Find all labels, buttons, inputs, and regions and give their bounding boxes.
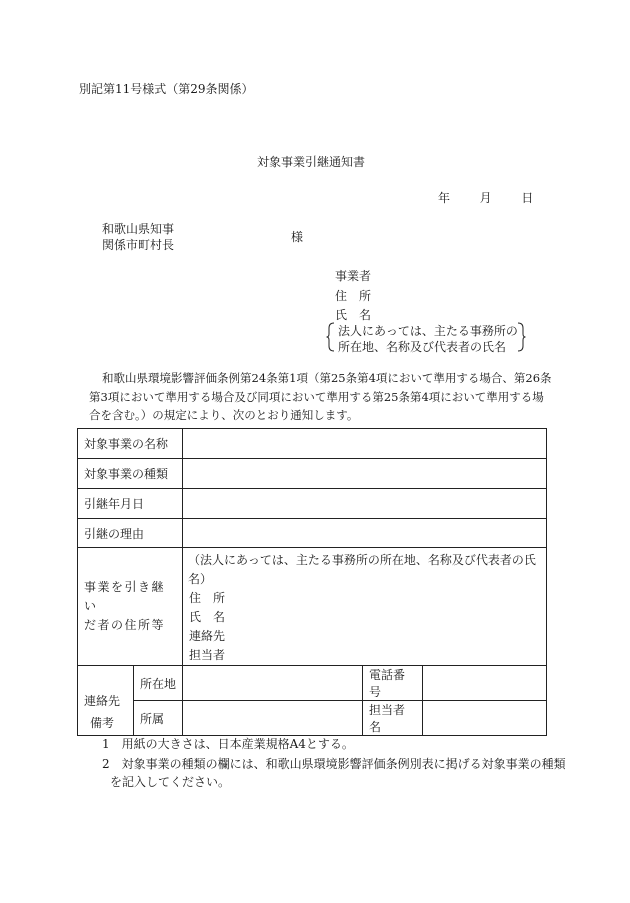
location-field[interactable] [183, 666, 363, 701]
project-name-field[interactable] [183, 429, 547, 459]
date-day-label: 日 [521, 191, 534, 205]
notes [90, 713, 114, 733]
body-text-line2: 第3項において準用する場合及び同項において準用する第25条第4項において準用する場 [89, 390, 544, 404]
notifier-address-label: 住 所 [335, 289, 372, 303]
note-item-2-line2: を記入してください。 [110, 775, 231, 789]
date-line [438, 189, 533, 206]
notifier-corp-note-line2: 所在地、名称及び代表者の氏名 [338, 340, 507, 354]
contact-label: 連絡先 [78, 666, 134, 736]
project-type-field[interactable] [183, 459, 547, 489]
addressee-honorific: 様 [291, 230, 304, 244]
transfer-reason-label: 引継の理由 [78, 519, 183, 548]
successor-name-label: 氏 名 [189, 610, 226, 624]
body-text-line1: 和歌山県環境影響評価条例第24条第1項（第25条第4項において準用する場合、第26条 [102, 371, 552, 385]
project-name-label: 対象事業の名称 [78, 429, 183, 459]
successor-info-field[interactable] [183, 548, 547, 666]
person-field[interactable] [423, 701, 547, 736]
notifier-label: 事業者 [335, 269, 372, 283]
bracket-right-icon [516, 322, 526, 352]
successor-info-label [78, 548, 183, 666]
bracket-left-icon [326, 322, 336, 352]
notifier-name-label: 氏 名 [335, 308, 372, 322]
phone-label: 電話番号 [363, 666, 423, 701]
addressee-mayors: 関係市町村長 [102, 238, 175, 252]
form-number: 別記第11号様式（第29条関係） [79, 82, 254, 96]
successor-contact-label: 連絡先 [189, 629, 226, 643]
body-text-line3: 合を含む。）の規定により、次のとおり通知します。 [89, 408, 359, 422]
date-month-label: 月 [479, 191, 492, 205]
date-year-label: 年 [438, 191, 451, 205]
addressee-governor: 和歌山県知事 [102, 222, 175, 236]
notifier-corp-note-line1: 法人にあっては、主たる事務所の [338, 324, 518, 338]
successor-info-label-line2: だ者の住所等 [84, 618, 166, 632]
transfer-date-field[interactable] [183, 489, 547, 519]
project-type-label: 対象事業の種類 [78, 459, 183, 489]
successor-info-label-line1: 事業を引き継い [84, 580, 166, 613]
successor-corp-note: （法人にあっては、主たる事務所の所在地、名称及び代表者の氏名） [188, 553, 536, 586]
transfer-reason-field[interactable] [183, 519, 547, 548]
note-item-1: 1 用紙の大きさは、日本産業規格A4とする。 [102, 737, 354, 751]
transfer-date-label: 引継年月日 [78, 489, 183, 519]
department-field[interactable] [183, 701, 363, 736]
successor-address-label: 住 所 [189, 591, 226, 605]
note-item-2-line1: 2 対象事業の種類の欄には、和歌山県環境影響評価条例別表に掲げる対象事業の種類 [102, 757, 566, 771]
notification-form-table [77, 428, 547, 736]
location-label: 所在地 [134, 666, 183, 701]
document-title: 対象事業引継通知書 [257, 155, 366, 169]
person-label: 担当者名 [363, 701, 423, 736]
department-label: 所属 [134, 701, 183, 736]
phone-field[interactable] [423, 666, 547, 701]
notes-heading: 備考 [90, 716, 115, 730]
successor-person-label: 担当者 [189, 648, 226, 662]
